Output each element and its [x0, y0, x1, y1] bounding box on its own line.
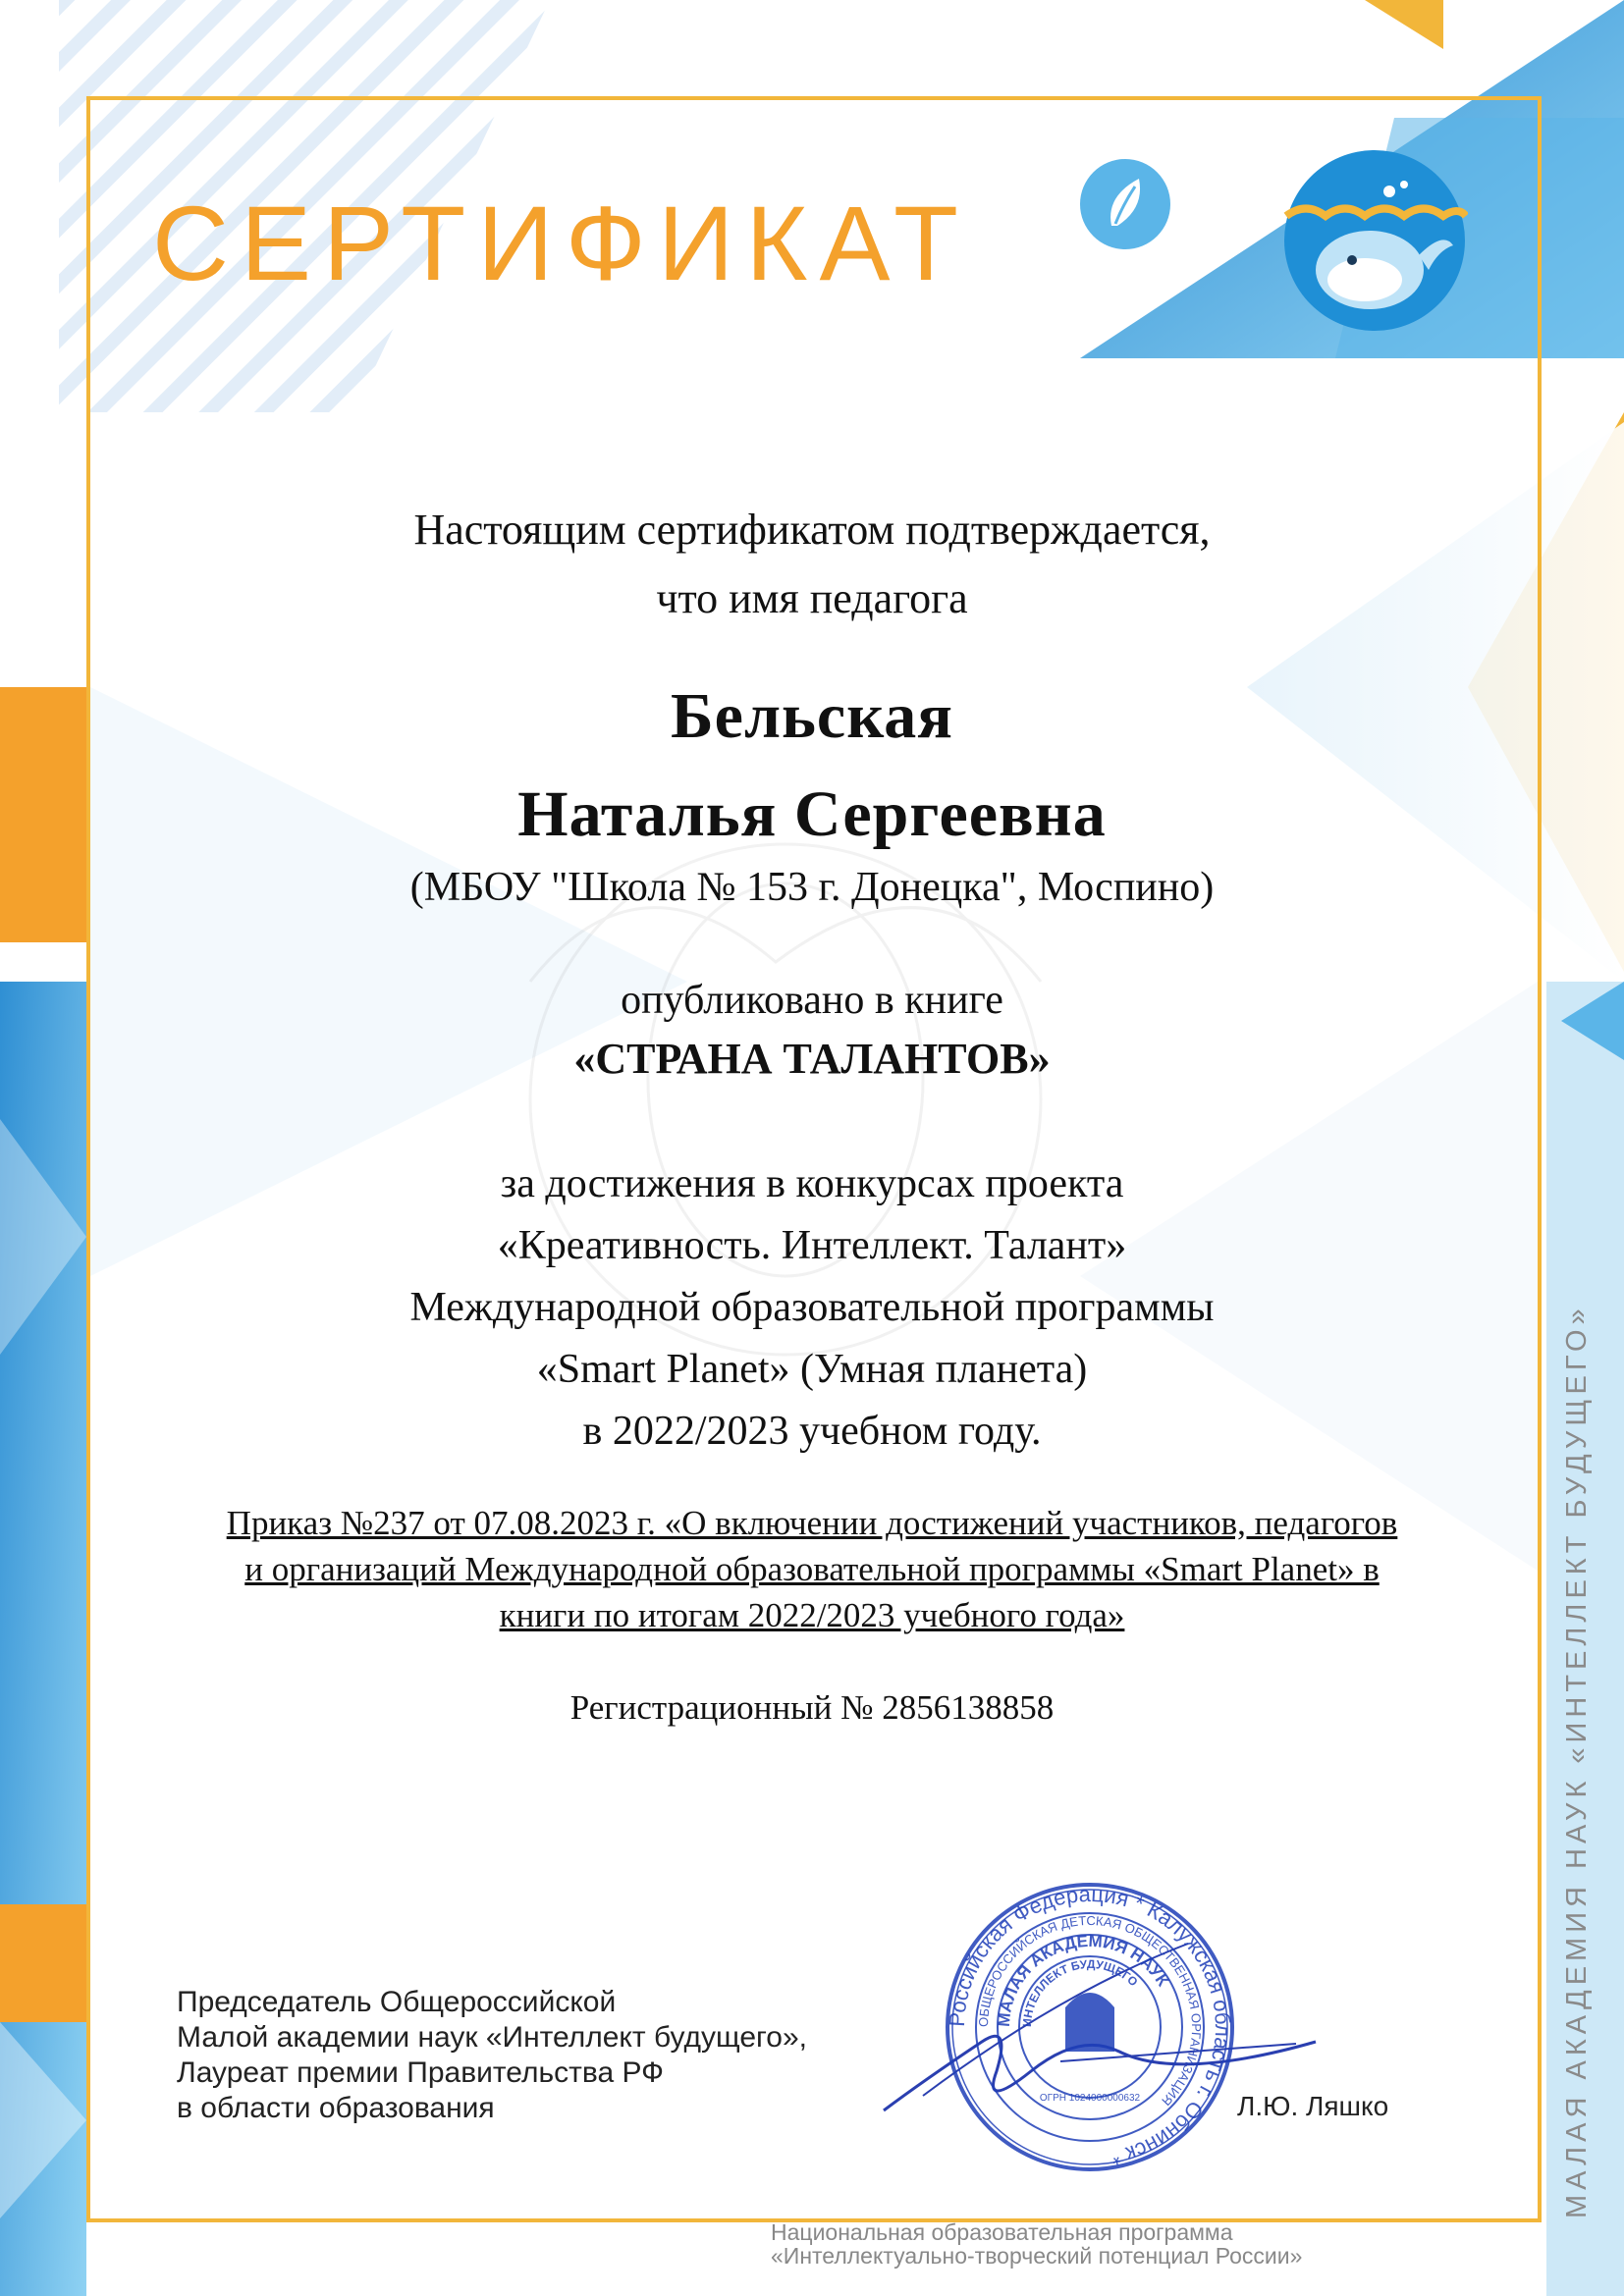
footer-line: Национальная образовательная программа	[771, 2219, 1233, 2245]
achievement-line: в 2022/2023 учебном году.	[582, 1409, 1042, 1454]
achievement-text	[0, 1153, 1624, 1463]
stamp-middle-text: ОБЩЕРОССИЙСКАЯ ДЕТСКАЯ ОБЩЕСТВЕННАЯ ОРГАНИЗАЦИЯ	[975, 1912, 1205, 2109]
registration-number: Регистрационный № 2856138858	[569, 1688, 1055, 1727]
order-line: книги по итогам 2022/2023 учебного года»	[499, 1596, 1125, 1634]
intro-line: Настоящим сертификатом подтверждается,	[413, 506, 1211, 554]
side-vertical-text: МАЛАЯ АКАДЕМИЯ НАУК «ИНТЕЛЛЕКТ БУДУЩЕГО»	[1561, 1304, 1593, 2218]
achievement-line: «Smart Planet» (Умная планета)	[536, 1347, 1088, 1392]
achievement-line: за достижения в конкурсах проекта	[500, 1161, 1124, 1206]
stamp-ogrn: ОГРН 1024000000632	[1039, 2093, 1141, 2104]
footer-program	[771, 2220, 1302, 2268]
recipient-surname: Бельская	[671, 680, 953, 752]
stamp-outer-text: Российская Федерация * Калужская область г. Обнинск *	[944, 1881, 1236, 2170]
chair-title	[177, 1985, 807, 2126]
book-title: «СТРАНА ТАЛАНТОВ»	[573, 1035, 1051, 1083]
chair-line: Председатель Общероссийской	[177, 1986, 617, 2018]
leaf-logo-icon	[1078, 157, 1172, 251]
intro-text	[0, 496, 1624, 633]
signer-name: Л.Ю. Ляшко	[1237, 2091, 1389, 2121]
order-line: и организаций Международной образовательной программы «Smart Planet» в	[244, 1550, 1380, 1588]
order-reference	[157, 1500, 1467, 1638]
stamp-center-text: ИНТЕЛЛЕКТ БУДУЩЕГО	[1019, 1956, 1141, 2028]
publication-label: опубликовано в книге	[621, 978, 1003, 1023]
order-line: Приказ №237 от 07.08.2023 г. «О включении достижений участников, педагогов	[226, 1504, 1398, 1542]
stamp-inner-text: МАЛАЯ АКАДЕМИЯ НАУК	[994, 1931, 1173, 2028]
official-stamp	[943, 1880, 1237, 2174]
recipient-given-name: Наталья Сергеевна	[517, 778, 1107, 850]
whale-logo-icon	[1281, 147, 1468, 334]
recipient-name	[0, 667, 1624, 864]
chair-line: в области образования	[177, 2092, 495, 2124]
chair-line: Малой академии наук «Интеллект будущего»,	[177, 2021, 808, 2054]
chair-line: Лауреат премии Правительства РФ	[177, 2056, 664, 2089]
intro-line: что имя педагога	[656, 574, 968, 622]
footer-line: «Интеллектуально-творческий потенциал России»	[771, 2243, 1303, 2269]
achievement-line: «Креативность. Интеллект. Талант»	[497, 1223, 1127, 1268]
recipient-organization: (МБОУ "Школа № 153 г. Донецка", Моспино)	[409, 865, 1215, 910]
achievement-line: Международной образовательной программы	[409, 1285, 1215, 1330]
certificate-title: СЕРТИФИКАТ	[152, 184, 971, 302]
